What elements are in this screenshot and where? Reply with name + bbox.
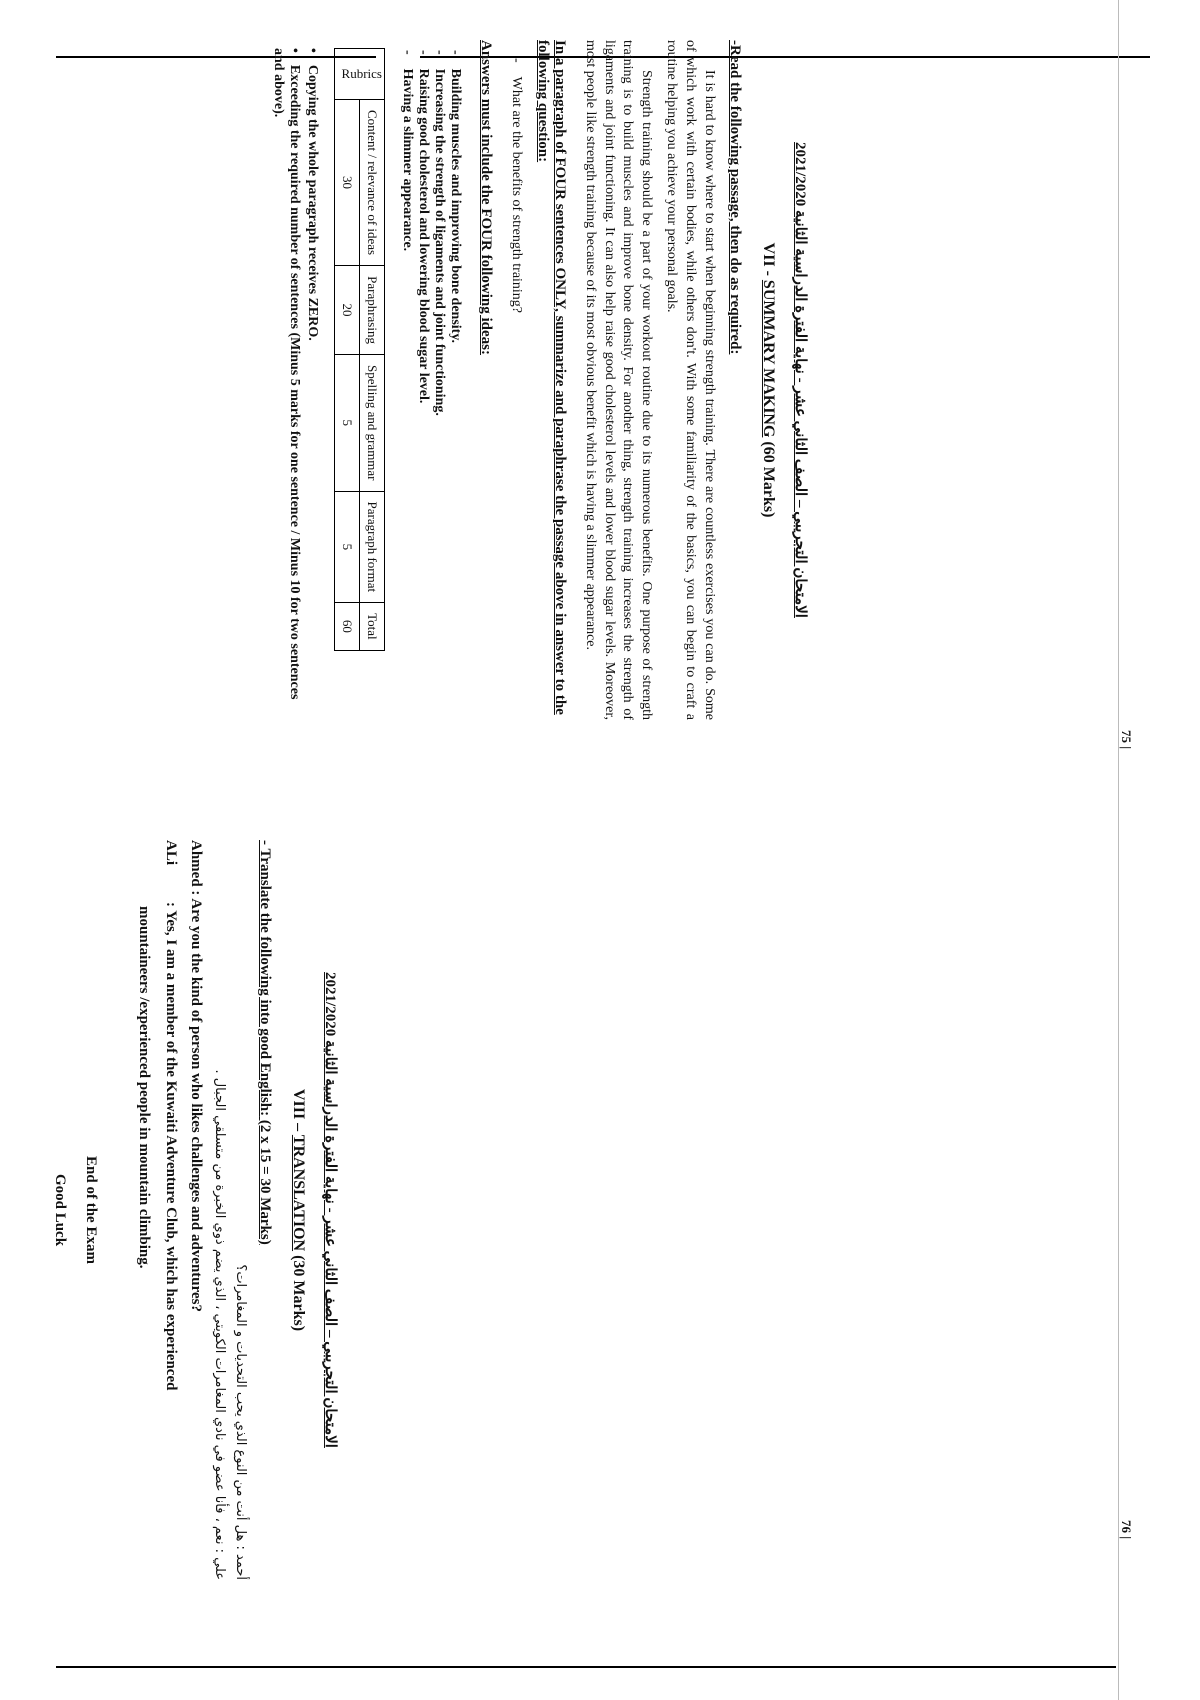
bottom-rule — [56, 1666, 1116, 1668]
speaker-ali: ALi — [163, 840, 179, 866]
dialog-ahmed — [187, 840, 204, 1580]
question-item: - What are the benefits of strength training? — [508, 58, 524, 720]
speaker-ahmed: Ahmed : — [188, 840, 204, 896]
rubric-header-cell: Content / relevance of ideas — [360, 100, 385, 266]
rubric-value-cell: 30 — [335, 100, 360, 266]
ali-answer: : Yes, I am a member of the Kuwaiti Adventure Club, which has experienced — [163, 902, 179, 1391]
ideas-list — [399, 50, 463, 720]
passage-paragraph-2: Strength training should be a part of your workout routine due to its numerous benefits. One purpose of strength training is to build muscles and improve bone density. For another thing, strength training increases the strength of ligaments and joint functioning. It can also help raise good cholesterol levels and lower blood sugar levels. Moreover, most people like strength training because of its most obvious benefit which is having a slimmer appearance. — [582, 40, 655, 720]
section-marks: (60 Marks) — [760, 441, 777, 518]
arabic-line-ali: علي : نعم ، فأنا عضو في نادي المغامرات الكويتي ، الذي يضم ذوي الخبرة من متسلقي الجبال . — [212, 1069, 227, 1580]
page-number-76: 76 | — [1119, 1520, 1134, 1540]
rubric-header-cell: Spelling and grammar — [360, 354, 385, 491]
rubric-value-cell: 60 — [335, 603, 360, 651]
instruction — [256, 840, 273, 1580]
rubric-header-cell: Paragraph format — [360, 491, 385, 603]
arabic-line-ahmed: أحمد : هل أنت من النوع الذي يحب التحديات و المغامرات؟ — [233, 1264, 248, 1580]
page-margin-line — [1118, 0, 1119, 1700]
section-number: VII - — [760, 242, 777, 280]
notes-list — [270, 48, 320, 720]
idea-item: - Raising good cholesterol and lowering blood sugar level. — [415, 50, 431, 720]
end-of-exam: End of the Exam — [83, 1156, 99, 1264]
question-list — [508, 58, 524, 720]
dialog-ali — [135, 840, 179, 1580]
good-luck: Good Luck — [52, 1173, 68, 1247]
table-row — [360, 49, 385, 651]
rubric-label: Rubrics — [341, 66, 382, 81]
section-name: TRANSLATION — [290, 1134, 307, 1252]
idea-item: - Having a slimmer appearance. — [399, 50, 415, 720]
rubric-value-cell: 5 — [335, 354, 360, 491]
answers-heading: Answers must include the FOUR following ideas: — [477, 40, 494, 356]
section-title — [759, 40, 777, 720]
note-item: • Copying the whole paragraph receives ZERO. — [304, 48, 320, 720]
task-instruction: In a paragraph of FOUR sentences ONLY, summarize and paraphrase the passage above in answer to the following question: — [534, 40, 568, 715]
section-title — [289, 840, 307, 1580]
ahmed-answer: Are you the kind of person who likes challenges and adventures? — [188, 898, 204, 1313]
note-item: • Exceeding the required number of sentences (Minus 5 marks for one sentence / Minus 10 for two sentences and above). — [270, 48, 302, 720]
rubric-value-cell: 5 — [335, 491, 360, 603]
rubric-header-cell: Total — [360, 603, 385, 651]
page-header: الامتحان التجريبي – الصف الثاني عشر - نهاية الفترة الدراسية الثانية 2021/2020 — [792, 142, 808, 618]
section-name: SUMMARY MAKING — [760, 279, 777, 438]
page-76 — [52, 840, 340, 1580]
instruction: -Read the following passage, then do as required: — [727, 40, 743, 355]
instruction-marks: (2 x 15 = 30 Marks) — [257, 1119, 273, 1245]
idea-item: - Increasing the strength of ligaments and joint functioning. — [431, 50, 447, 720]
rubric-value-cell: 20 — [335, 266, 360, 355]
page-header: الامتحان التجريبي – الصف الثاني عشر - نهاية الفترة الدراسية الثانية 2021/2020 — [322, 972, 338, 1448]
rubric-header-cell: Paraphrasing — [360, 266, 385, 355]
section-number: VIII – — [290, 1088, 307, 1135]
ali-answer-continued: mountaineers /experienced people in mountain climbing. — [136, 906, 152, 1269]
instruction-text: - Translate the following into good English: — [257, 840, 273, 1117]
table-row — [335, 49, 360, 651]
section-marks: (30 Marks) — [290, 1255, 307, 1332]
rubric-label-cell — [335, 49, 384, 100]
page-75 — [90, 40, 810, 720]
page-number-75: 75 | — [1119, 730, 1134, 750]
passage-paragraph-1: It is hard to know where to start when beginning strength training. There are countless exercises you can do. Some of which work with certain bodies, while others don't. With some familiarity of the basics, you can begin to craft a routine helping you achieve your personal goals. — [664, 40, 717, 720]
idea-item: - Building muscles and improving bone density. — [447, 50, 463, 720]
rubric-table — [334, 48, 384, 651]
